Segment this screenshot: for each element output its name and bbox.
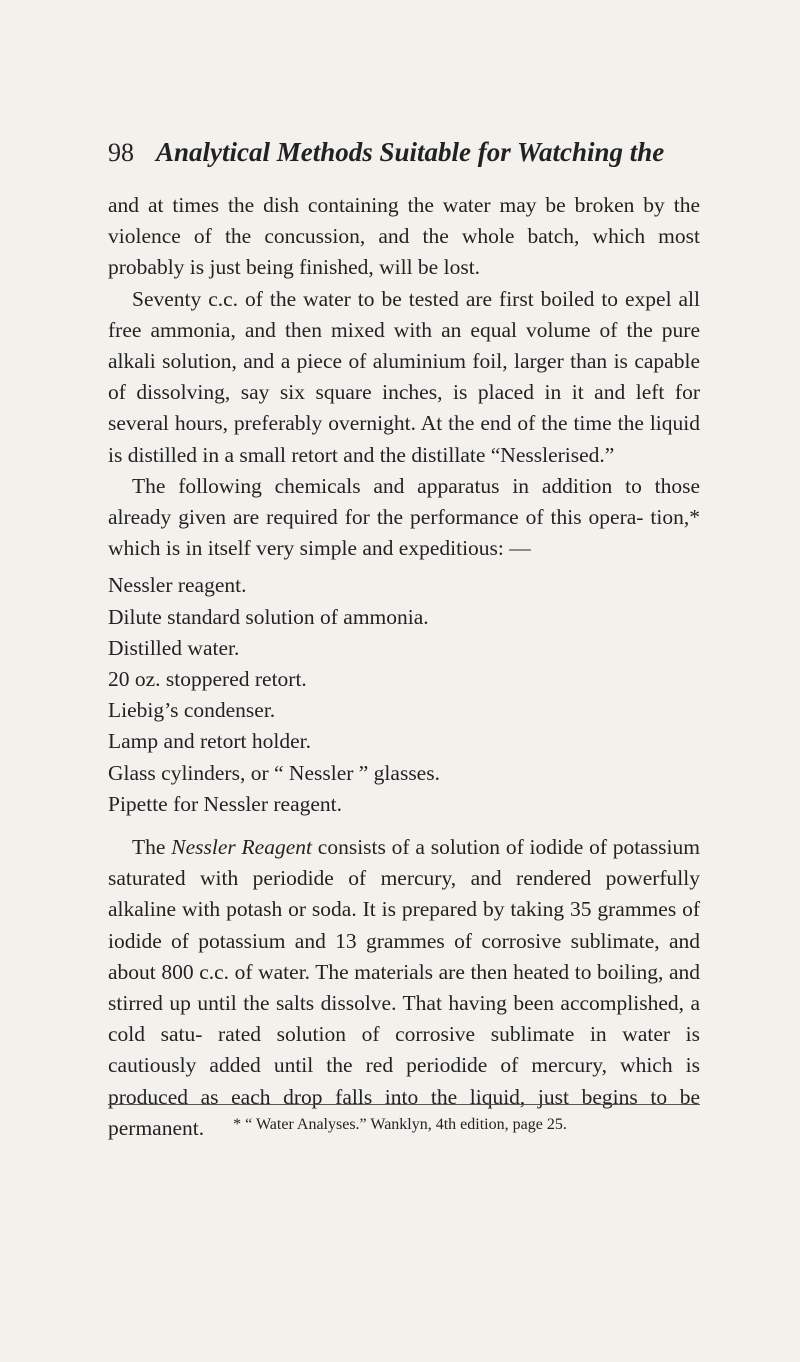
running-title: Analytical Methods Suitable for Watching the (155, 137, 665, 167)
list-item: Liebig’s condenser. (108, 698, 276, 723)
list-item: Pipette for Nessler reagent. (108, 791, 343, 816)
paragraph-start: The (132, 835, 172, 860)
list-item: Nessler reagent. (108, 573, 247, 598)
paragraph-rest: consists of a solution of iodide of potassium saturated with periodide of mercury, and rendered powerfully alkaline with potash or soda. It is prepared by taking 35 grammes of iodide of potassium and 13 grammes of corrosive sublimate, and about 800 c.c. of water. The materials are then heated to boiling, and stirred up until the salts dissolve. That having been accomplished, a cold satu- rated solution of corrosive sublimate in water is cautiously added until the red periodide of mercury, which is produced as each drop falls into the liquid, just begins to be permanent. (108, 835, 700, 1140)
body-text (108, 190, 700, 1144)
list-item: Dilute standard solution of ammonia. (108, 604, 429, 629)
footnote: * “ Water Analyses.” Wanklyn, 4th edition, page 25. (233, 1116, 567, 1133)
paragraph-nessler-reagent (108, 832, 700, 1144)
footnote-divider (108, 1104, 700, 1105)
list-item: Lamp and retort holder. (108, 729, 311, 754)
paragraph-requirements: The following chemicals and apparatus in addition to those already given are required for the performance of this opera- tion,* which is in itself very simple and expeditious: — (108, 473, 700, 561)
list-item: Distilled water. (108, 635, 240, 660)
list-item: 20 oz. stoppered retort. (108, 667, 307, 692)
page-header (108, 136, 708, 169)
reagent-name: Nessler Reagent (171, 835, 312, 860)
apparatus-list (108, 570, 700, 820)
paragraph-procedure: Seventy c.c. of the water to be tested are first boiled to expel all free ammonia, and then mixed with an equal volume of the pure alkali solution, and a piece of aluminium foil, larger than is capable of dissolving, say six square inches, is placed in it and left for several hours, preferably overnight. At the end of the time the liquid is distilled in a small retort and the distillate “Nesslerised.” (108, 286, 700, 467)
list-item: Glass cylinders, or “ Nessler ” glasses. (108, 760, 440, 785)
page-number: 98 (108, 138, 134, 167)
paragraph-continuation: and at times the dish containing the water may be broken by the violence of the concussion, and the whole batch, which most probably is just being finished, will be lost. (108, 193, 700, 280)
